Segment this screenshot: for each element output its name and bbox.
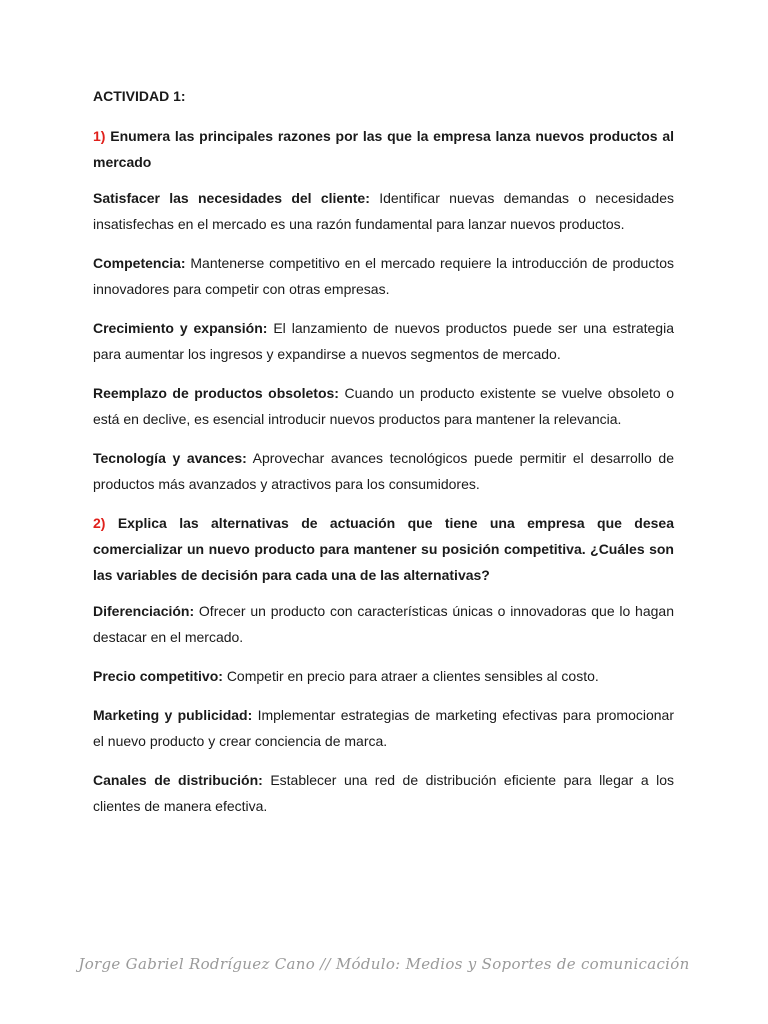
question-2-answers <box>93 598 674 819</box>
answer-term: Canales de distribución: <box>93 772 263 788</box>
answer-term: Tecnología y avances: <box>93 450 247 466</box>
answer-paragraph <box>93 185 674 237</box>
answer-text: Establecer una red de distribución eficiente para llegar a los clientes de manera efectiva. <box>93 772 675 814</box>
activity-heading: ACTIVIDAD 1: <box>93 88 186 104</box>
answer-term: Satisfacer las necesidades del cliente: <box>93 190 370 206</box>
question-2 <box>93 510 674 588</box>
answer-paragraph <box>93 250 674 302</box>
question-1-number: 1) <box>93 128 106 144</box>
page-footer: Jorge Gabriel Rodríguez Cano // Módulo: Medios y Soportes de comunicación <box>78 955 690 973</box>
answer-paragraph <box>93 315 674 367</box>
answer-term: Crecimiento y expansión: <box>93 320 268 336</box>
question-1-answers <box>93 185 674 497</box>
answer-term: Diferenciación: <box>93 603 195 619</box>
question-1 <box>93 123 674 175</box>
answer-text: El lanzamiento de nuevos productos puede ser una estrategia para aumentar los ingresos y expandirse a nuevos segmentos de mercado. <box>93 320 674 362</box>
answer-text: Identificar nuevas demandas o necesidades insatisfechas en el mercado es una razón fundamental para lanzar nuevos productos. <box>93 190 674 232</box>
answer-paragraph <box>93 598 674 650</box>
answer-text: Aprovechar avances tecnológicos puede permitir el desarrollo de productos más avanzados y atractivos para los consumidores. <box>93 450 674 492</box>
answer-term: Marketing y publicidad: <box>93 707 253 723</box>
question-2-number: 2) <box>93 515 106 531</box>
answer-paragraph <box>93 767 674 819</box>
answer-text: Competir en precio para atraer a clientes sensibles al costo. <box>226 668 599 684</box>
answer-text: Cuando un producto existente se vuelve obsoleto o está en declive, es esencial introducir nuevos productos para mantener la relevancia. <box>93 385 674 427</box>
question-2-text: Explica las alternativas de actuación que tiene una empresa que desea comercializar un nuevo producto para mantener su posición competitiva. ¿Cuáles son las variables de decisión para cada una de las alternativas? <box>93 515 675 583</box>
answer-paragraph <box>93 702 674 754</box>
question-1-text: Enumera las principales razones por las que la empresa lanza nuevos productos al mercado <box>93 128 674 170</box>
answer-paragraph <box>93 380 674 432</box>
answer-term: Precio competitivo: <box>93 668 223 684</box>
answer-term: Competencia: <box>93 255 186 271</box>
answer-paragraph <box>93 445 674 497</box>
answer-text: Ofrecer un producto con características únicas o innovadoras que lo hagan destacar en el mercado. <box>93 603 674 645</box>
answer-term: Reemplazo de productos obsoletos: <box>93 385 339 401</box>
answer-text: Mantenerse competitivo en el mercado requiere la introducción de productos innovadores para competir con otras empresas. <box>93 255 674 297</box>
answer-text: Implementar estrategias de marketing efectivas para promocionar el nuevo producto y crear conciencia de marca. <box>93 707 675 749</box>
answer-paragraph <box>93 663 674 689</box>
